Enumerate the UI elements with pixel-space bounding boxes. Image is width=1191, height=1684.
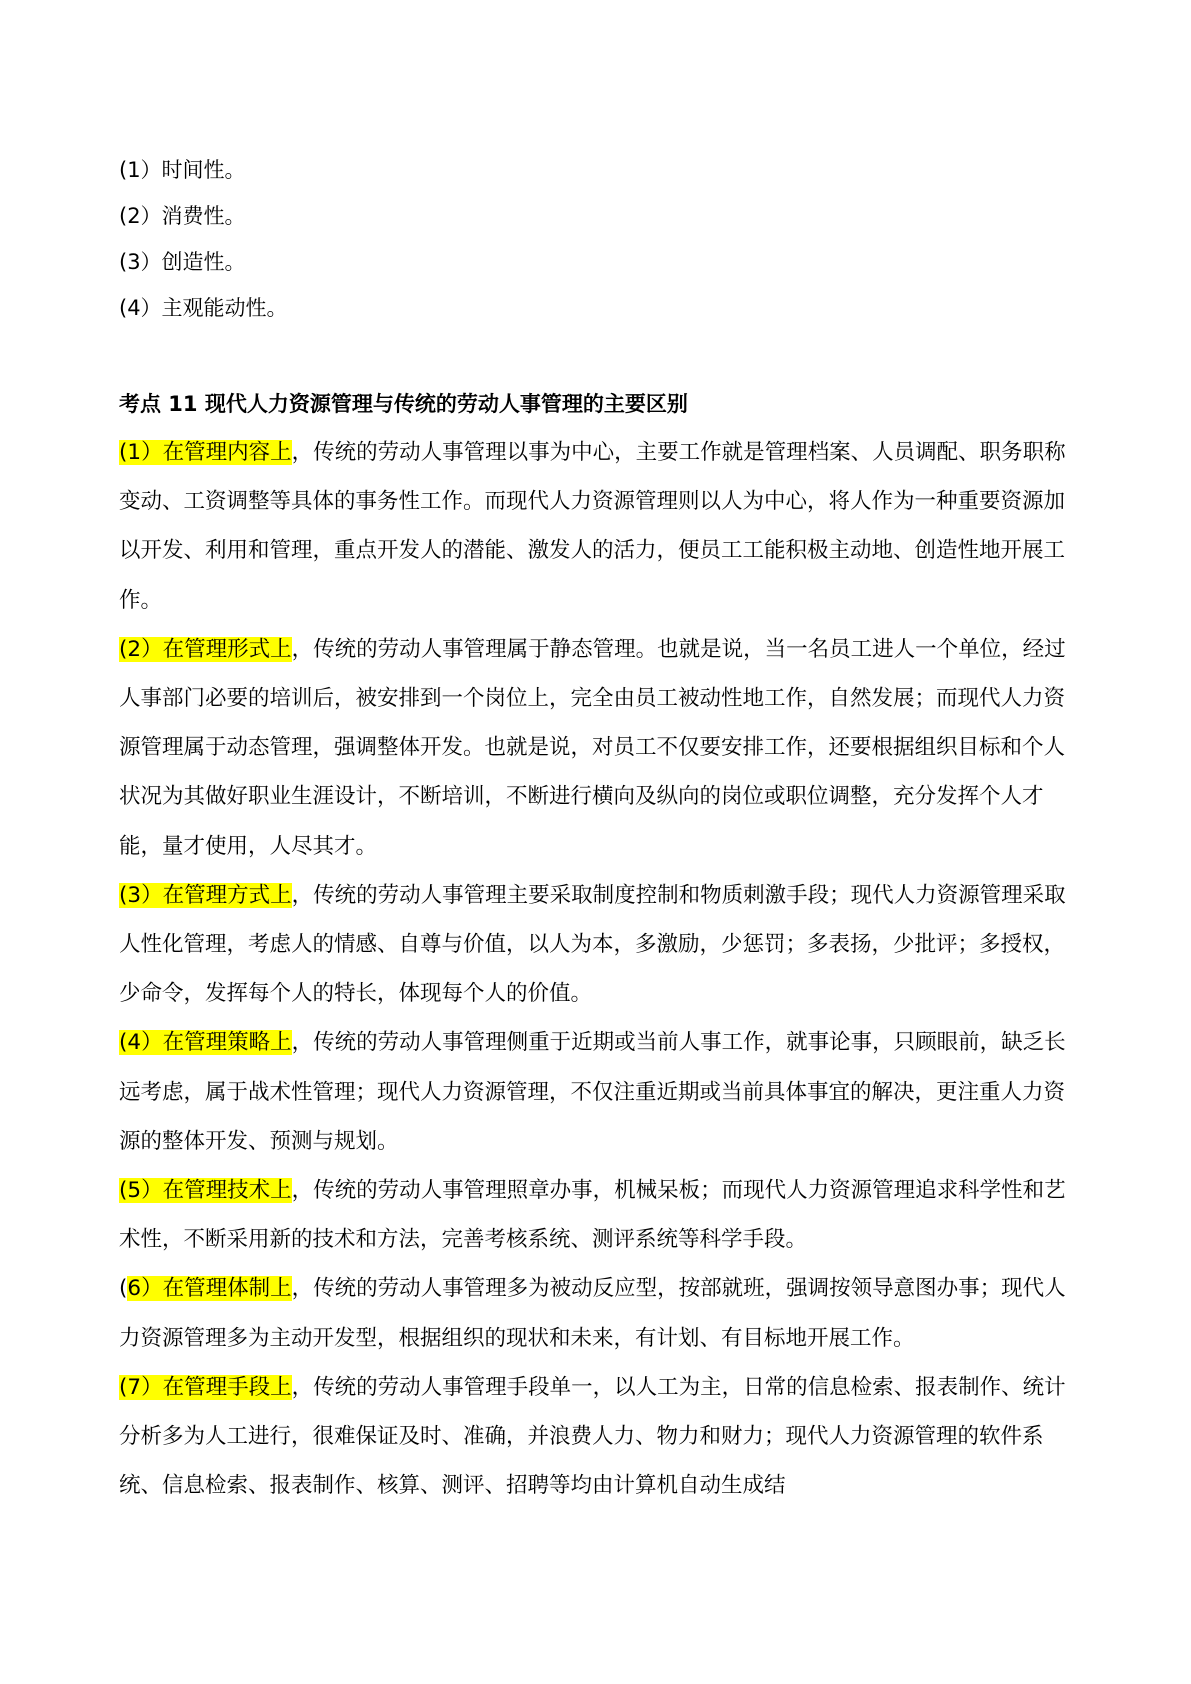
highlighted-label: (5）在管理技术上 xyxy=(119,1178,292,1204)
list-item: (4）主观能动性。 xyxy=(119,296,288,320)
point-text: ，传统的劳动人事管理属于静态管理。也就是说，当一名员工进人一个单位，经过人事部门必要的培训后，被安排到一个岗位上，完全由员工被动性地工作，自然发展；而现代人力资源管理属于动态管理，强调整体开发。也就是说，对员工不仅要安排工作，还要根据组织目标和个人状况为其做好职业生涯设计，不断培训，不断进行横向及纵向的岗位或职位调整，充分发挥个人才能，量才使用，人尽其才。 xyxy=(119,636,1066,859)
highlighted-label: (1）在管理内容上 xyxy=(119,440,292,465)
highlighted-label: (7）在管理手段上 xyxy=(119,1374,292,1400)
point-management-strategy xyxy=(119,1018,1079,1166)
highlighted-label: 6）在管理体制上 xyxy=(127,1276,292,1302)
differences-content xyxy=(119,428,1079,1510)
point-management-content xyxy=(119,428,1079,625)
list-item: (2）消费性。 xyxy=(119,204,246,228)
point-text: ，传统的劳动人事管理主要采取制度控制和物质刺激手段；现代人力资源管理采取人性化管理，考虑人的情感、自尊与价值，以人为本，多激励，少惩罚；多表扬，少批评；多授权，少命令，发挥每个人的特长，体现每个人的价值。 xyxy=(119,882,1066,1007)
point-text: ，传统的劳动人事管理照章办事，机械呆板；而现代人力资源管理追求科学性和艺术性，不断采用新的技术和方法，完善考核系统、测评系统等科学手段。 xyxy=(119,1178,1066,1253)
list-item: (1）时间性。 xyxy=(119,158,246,182)
point-text: ，传统的劳动人事管理多为被动反应型，按部就班，强调按领导意图办事；现代人力资源管理多为主动开发型，根据组织的现状和未来，有计划、有目标地开展工作。 xyxy=(119,1276,1066,1351)
point-management-form xyxy=(119,625,1079,871)
characteristics-list xyxy=(119,150,288,334)
highlighted-label: (2）在管理形式上 xyxy=(119,636,292,662)
point-management-system xyxy=(119,1264,1079,1362)
point-text: ，传统的劳动人事管理以事为中心，主要工作就是管理档案、人员调配、职务职称变动、工资调整等具体的事务性工作。而现代人力资源管理则以人为中心，将人作为一种重要资源加以开发、利用和管理，重点开发人的潜能、激发人的活力，便员工工能积极主动地、创造性地开展工作。 xyxy=(119,440,1066,613)
highlighted-label: (4）在管理策略上 xyxy=(119,1030,292,1056)
list-item: (3）创造性。 xyxy=(119,250,246,274)
point-management-method xyxy=(119,871,1079,1019)
point-management-technique xyxy=(119,1166,1079,1264)
section-title: 考点 11 现代人力资源管理与传统的劳动人事管理的主要区别 xyxy=(119,392,688,416)
point-text: ，传统的劳动人事管理侧重于近期或当前人事工作，就事论事，只顾眼前，缺乏长远考虑，属于战术性管理；现代人力资源管理，不仅注重近期或当前具体事宜的解决，更注重人力资源的整体开发、预测与规划。 xyxy=(119,1030,1066,1154)
point-management-means xyxy=(119,1363,1079,1511)
highlighted-label: (3）在管理方式上 xyxy=(119,882,292,908)
point-text: ，传统的劳动人事管理手段单一，以人工为主，日常的信息检索、报表制作、统计分析多为人工进行，很难保证及时、准确，并浪费人力、物力和财力；现代人力资源管理的软件系统、信息检索、报表制作、核算、测评、招聘等均由计算机自动生成结 xyxy=(119,1374,1066,1499)
point-prefix: ( xyxy=(119,1276,128,1302)
